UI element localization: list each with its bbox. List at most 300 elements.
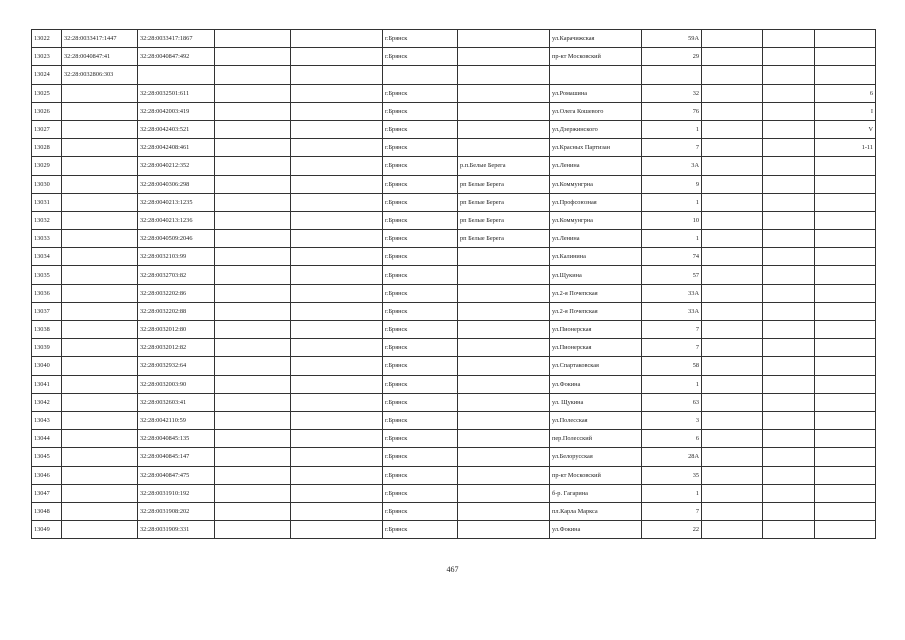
- empty-cell: [215, 466, 291, 484]
- cadastral-number-cell: [62, 502, 138, 520]
- empty-cell: [763, 502, 815, 520]
- empty-cell: [291, 521, 383, 539]
- cadastral-number-cell: 32:28:0033417:1447: [62, 30, 138, 48]
- empty-cell: [215, 211, 291, 229]
- row-number-cell: 13022: [32, 30, 62, 48]
- table-row: [32, 521, 876, 539]
- empty-cell: [763, 66, 815, 84]
- house-number-cell: 10: [642, 211, 702, 229]
- apartment-cell: [815, 66, 876, 84]
- empty-cell: [291, 139, 383, 157]
- empty-cell: [215, 411, 291, 429]
- cadastral-number-cell: [62, 120, 138, 138]
- cadastral-number-2-cell: 32:28:0032012:80: [138, 321, 215, 339]
- row-number-cell: 13041: [32, 375, 62, 393]
- city-cell: г.Брянск: [383, 120, 458, 138]
- cadastral-number-2-cell: 32:28:0032202:86: [138, 284, 215, 302]
- empty-cell: [291, 466, 383, 484]
- apartment-cell: [815, 230, 876, 248]
- empty-cell: [702, 430, 763, 448]
- empty-cell: [763, 521, 815, 539]
- locality-cell: [458, 375, 550, 393]
- row-number-cell: 13032: [32, 211, 62, 229]
- row-number-cell: 13044: [32, 430, 62, 448]
- cadastral-number-2-cell: 32:28:0042003:419: [138, 102, 215, 120]
- cadastral-number-2-cell: 32:28:0042110:59: [138, 411, 215, 429]
- locality-cell: [458, 84, 550, 102]
- table-row: [32, 430, 876, 448]
- empty-cell: [702, 302, 763, 320]
- empty-cell: [215, 102, 291, 120]
- empty-cell: [702, 66, 763, 84]
- empty-cell: [702, 284, 763, 302]
- table-row: [32, 321, 876, 339]
- apartment-cell: [815, 30, 876, 48]
- empty-cell: [215, 430, 291, 448]
- city-cell: г.Брянск: [383, 448, 458, 466]
- locality-cell: [458, 302, 550, 320]
- empty-cell: [763, 193, 815, 211]
- table-row: [32, 448, 876, 466]
- locality-cell: рп Белые Берега: [458, 175, 550, 193]
- house-number-cell: 1: [642, 120, 702, 138]
- city-cell: г.Брянск: [383, 393, 458, 411]
- house-number-cell: 1: [642, 193, 702, 211]
- cadastral-number-cell: [62, 157, 138, 175]
- apartment-cell: I: [815, 102, 876, 120]
- street-cell: ул.Белорусская: [550, 448, 642, 466]
- row-number-cell: 13042: [32, 393, 62, 411]
- cadastral-number-cell: 32:28:0040847:41: [62, 48, 138, 66]
- empty-cell: [702, 230, 763, 248]
- cadastral-number-2-cell: 32:28:0032012:82: [138, 339, 215, 357]
- empty-cell: [215, 521, 291, 539]
- empty-cell: [702, 84, 763, 102]
- empty-cell: [291, 175, 383, 193]
- table-row: [32, 66, 876, 84]
- street-cell: ул.Полесская: [550, 411, 642, 429]
- empty-cell: [291, 193, 383, 211]
- table-row: [32, 502, 876, 520]
- empty-cell: [215, 139, 291, 157]
- locality-cell: [458, 502, 550, 520]
- city-cell: г.Брянск: [383, 84, 458, 102]
- house-number-cell: 33А: [642, 302, 702, 320]
- cadastral-number-2-cell: 32:28:0040847:492: [138, 48, 215, 66]
- locality-cell: р.п.Белые Берега: [458, 157, 550, 175]
- locality-cell: рп Белые Берега: [458, 211, 550, 229]
- cadastral-number-cell: [62, 139, 138, 157]
- cadastral-number-cell: [62, 284, 138, 302]
- cadastral-number-2-cell: 32:28:0031909:331: [138, 521, 215, 539]
- empty-cell: [763, 375, 815, 393]
- locality-cell: [458, 30, 550, 48]
- empty-cell: [702, 411, 763, 429]
- house-number-cell: 33А: [642, 284, 702, 302]
- city-cell: г.Брянск: [383, 411, 458, 429]
- house-number-cell: 3: [642, 411, 702, 429]
- empty-cell: [763, 266, 815, 284]
- locality-cell: [458, 321, 550, 339]
- city-cell: г.Брянск: [383, 430, 458, 448]
- apartment-cell: [815, 175, 876, 193]
- city-cell: г.Брянск: [383, 157, 458, 175]
- table-row: [32, 284, 876, 302]
- table-row: [32, 30, 876, 48]
- table-row: [32, 411, 876, 429]
- empty-cell: [291, 430, 383, 448]
- locality-cell: [458, 448, 550, 466]
- empty-cell: [291, 302, 383, 320]
- empty-cell: [763, 448, 815, 466]
- city-cell: г.Брянск: [383, 175, 458, 193]
- row-number-cell: 13024: [32, 66, 62, 84]
- cadastral-number-cell: [62, 230, 138, 248]
- house-number-cell: 28А: [642, 448, 702, 466]
- empty-cell: [215, 248, 291, 266]
- cadastral-number-cell: [62, 211, 138, 229]
- empty-cell: [215, 230, 291, 248]
- street-cell: ул.Коммунгрна: [550, 211, 642, 229]
- empty-cell: [291, 357, 383, 375]
- cadastral-number-2-cell: 32:28:0032202:88: [138, 302, 215, 320]
- empty-cell: [763, 302, 815, 320]
- empty-cell: [702, 175, 763, 193]
- empty-cell: [702, 502, 763, 520]
- empty-cell: [291, 321, 383, 339]
- empty-cell: [215, 339, 291, 357]
- table-row: [32, 357, 876, 375]
- locality-cell: [458, 393, 550, 411]
- empty-cell: [763, 157, 815, 175]
- empty-cell: [702, 357, 763, 375]
- empty-cell: [291, 339, 383, 357]
- cadastral-number-cell: [62, 411, 138, 429]
- locality-cell: [458, 48, 550, 66]
- empty-cell: [291, 66, 383, 84]
- cadastral-number-2-cell: 32:28:0031910:192: [138, 484, 215, 502]
- locality-cell: [458, 466, 550, 484]
- locality-cell: [458, 120, 550, 138]
- page-number: 467: [446, 565, 459, 574]
- city-cell: г.Брянск: [383, 266, 458, 284]
- row-number-cell: 13031: [32, 193, 62, 211]
- empty-cell: [215, 120, 291, 138]
- cadastral-number-cell: [62, 393, 138, 411]
- empty-cell: [215, 193, 291, 211]
- empty-cell: [763, 30, 815, 48]
- locality-cell: [458, 430, 550, 448]
- apartment-cell: [815, 502, 876, 520]
- row-number-cell: 13033: [32, 230, 62, 248]
- empty-cell: [291, 375, 383, 393]
- empty-cell: [215, 357, 291, 375]
- table-row: [32, 175, 876, 193]
- cadastral-number-2-cell: 32:28:0040306:298: [138, 175, 215, 193]
- house-number-cell: 7: [642, 502, 702, 520]
- street-cell: ул.2-я Почепская: [550, 284, 642, 302]
- cadastral-number-cell: [62, 266, 138, 284]
- street-cell: ул.Красных Партизан: [550, 139, 642, 157]
- street-cell: ул.Фокина: [550, 375, 642, 393]
- city-cell: г.Брянск: [383, 321, 458, 339]
- house-number-cell: 32: [642, 84, 702, 102]
- empty-cell: [763, 357, 815, 375]
- table-row: [32, 48, 876, 66]
- empty-cell: [763, 393, 815, 411]
- cadastral-number-2-cell: 32:28:0040847:475: [138, 466, 215, 484]
- street-cell: ул.Щукина: [550, 266, 642, 284]
- street-cell: ул.Пионерская: [550, 339, 642, 357]
- apartment-cell: [815, 448, 876, 466]
- house-number-cell: 6: [642, 430, 702, 448]
- cadastral-number-2-cell: 32:28:0033417:1867: [138, 30, 215, 48]
- house-number-cell: 1: [642, 375, 702, 393]
- cadastral-number-2-cell: 32:28:0040213:1236: [138, 211, 215, 229]
- empty-cell: [702, 139, 763, 157]
- row-number-cell: 13049: [32, 521, 62, 539]
- street-cell: ул.Ленина: [550, 157, 642, 175]
- cadastral-number-2-cell: 32:28:0040212:352: [138, 157, 215, 175]
- table-row: [32, 339, 876, 357]
- house-number-cell: 63: [642, 393, 702, 411]
- house-number-cell: 7: [642, 339, 702, 357]
- apartment-cell: [815, 466, 876, 484]
- table-row: [32, 302, 876, 320]
- cadastral-number-2-cell: 32:28:0032703:82: [138, 266, 215, 284]
- empty-cell: [702, 157, 763, 175]
- apartment-cell: [815, 430, 876, 448]
- locality-cell: [458, 357, 550, 375]
- empty-cell: [702, 448, 763, 466]
- row-number-cell: 13040: [32, 357, 62, 375]
- empty-cell: [215, 502, 291, 520]
- house-number-cell: 7: [642, 321, 702, 339]
- table-row: [32, 484, 876, 502]
- table-row: [32, 248, 876, 266]
- empty-cell: [291, 30, 383, 48]
- empty-cell: [291, 157, 383, 175]
- row-number-cell: 13035: [32, 266, 62, 284]
- street-cell: ул.Пионерская: [550, 321, 642, 339]
- apartment-cell: [815, 484, 876, 502]
- empty-cell: [763, 139, 815, 157]
- cadastral-number-2-cell: 32:28:0032501:611: [138, 84, 215, 102]
- empty-cell: [702, 193, 763, 211]
- cadastral-number-cell: [62, 448, 138, 466]
- street-cell: б-р. Гагарина: [550, 484, 642, 502]
- empty-cell: [702, 248, 763, 266]
- row-number-cell: 13047: [32, 484, 62, 502]
- cadastral-number-cell: [62, 521, 138, 539]
- row-number-cell: 13038: [32, 321, 62, 339]
- row-number-cell: 13028: [32, 139, 62, 157]
- city-cell: г.Брянск: [383, 284, 458, 302]
- locality-cell: рп Белые Берега: [458, 230, 550, 248]
- empty-cell: [215, 375, 291, 393]
- empty-cell: [763, 339, 815, 357]
- cadastral-number-2-cell: [138, 66, 215, 84]
- apartment-cell: [815, 48, 876, 66]
- city-cell: г.Брянск: [383, 357, 458, 375]
- empty-cell: [763, 211, 815, 229]
- cadastral-number-2-cell: 32:28:0040213:1235: [138, 193, 215, 211]
- row-number-cell: 13025: [32, 84, 62, 102]
- cadastral-number-cell: [62, 484, 138, 502]
- empty-cell: [215, 48, 291, 66]
- empty-cell: [291, 248, 383, 266]
- empty-cell: [215, 393, 291, 411]
- row-number-cell: 13027: [32, 120, 62, 138]
- street-cell: пр-кт Московский: [550, 48, 642, 66]
- apartment-cell: [815, 357, 876, 375]
- locality-cell: [458, 484, 550, 502]
- cadastral-number-2-cell: 32:28:0040845:147: [138, 448, 215, 466]
- cadastral-number-cell: [62, 357, 138, 375]
- empty-cell: [763, 102, 815, 120]
- table-row: [32, 375, 876, 393]
- empty-cell: [702, 466, 763, 484]
- cadastral-number-cell: [62, 102, 138, 120]
- row-number-cell: 13023: [32, 48, 62, 66]
- cadastral-number-cell: [62, 321, 138, 339]
- house-number-cell: 58: [642, 357, 702, 375]
- empty-cell: [215, 284, 291, 302]
- apartment-cell: V: [815, 120, 876, 138]
- house-number-cell: 1: [642, 484, 702, 502]
- table-row: [32, 84, 876, 102]
- table-row: [32, 139, 876, 157]
- apartment-cell: [815, 157, 876, 175]
- empty-cell: [215, 448, 291, 466]
- street-cell: ул.Коммунгрна: [550, 175, 642, 193]
- house-number-cell: 9: [642, 175, 702, 193]
- empty-cell: [291, 284, 383, 302]
- empty-cell: [291, 411, 383, 429]
- city-cell: г.Брянск: [383, 248, 458, 266]
- city-cell: г.Брянск: [383, 211, 458, 229]
- cadastral-number-2-cell: 32:28:0032603:41: [138, 393, 215, 411]
- locality-cell: [458, 266, 550, 284]
- city-cell: г.Брянск: [383, 339, 458, 357]
- empty-cell: [763, 120, 815, 138]
- empty-cell: [763, 175, 815, 193]
- table-row: [32, 266, 876, 284]
- apartment-cell: [815, 302, 876, 320]
- locality-cell: [458, 521, 550, 539]
- empty-cell: [763, 430, 815, 448]
- row-number-cell: 13030: [32, 175, 62, 193]
- city-cell: г.Брянск: [383, 48, 458, 66]
- street-cell: ул.Дзержинского: [550, 120, 642, 138]
- house-number-cell: 59А: [642, 30, 702, 48]
- empty-cell: [702, 30, 763, 48]
- cadastral-number-cell: [62, 339, 138, 357]
- cadastral-number-2-cell: 32:28:0040509:2046: [138, 230, 215, 248]
- empty-cell: [291, 211, 383, 229]
- apartment-cell: [815, 193, 876, 211]
- empty-cell: [215, 266, 291, 284]
- row-number-cell: 13045: [32, 448, 62, 466]
- empty-cell: [702, 48, 763, 66]
- street-cell: ул.Спартаковская: [550, 357, 642, 375]
- empty-cell: [763, 230, 815, 248]
- row-number-cell: 13046: [32, 466, 62, 484]
- empty-cell: [702, 375, 763, 393]
- empty-cell: [291, 484, 383, 502]
- empty-cell: [291, 393, 383, 411]
- empty-cell: [215, 321, 291, 339]
- empty-cell: [215, 484, 291, 502]
- locality-cell: рп Белые Берега: [458, 193, 550, 211]
- street-cell: [550, 66, 642, 84]
- empty-cell: [291, 102, 383, 120]
- cadastral-number-2-cell: 32:28:0040845:135: [138, 430, 215, 448]
- house-number-cell: [642, 66, 702, 84]
- empty-cell: [215, 84, 291, 102]
- city-cell: г.Брянск: [383, 193, 458, 211]
- row-number-cell: 13029: [32, 157, 62, 175]
- empty-cell: [763, 84, 815, 102]
- apartment-cell: 1-11: [815, 139, 876, 157]
- city-cell: г.Брянск: [383, 466, 458, 484]
- street-cell: ул.Профсоюзная: [550, 193, 642, 211]
- cadastral-number-2-cell: 32:28:0042403:521: [138, 120, 215, 138]
- empty-cell: [763, 411, 815, 429]
- apartment-cell: [815, 248, 876, 266]
- cadastral-number-cell: [62, 248, 138, 266]
- empty-cell: [215, 157, 291, 175]
- row-number-cell: 13036: [32, 284, 62, 302]
- empty-cell: [702, 521, 763, 539]
- locality-cell: [458, 102, 550, 120]
- cadastral-number-cell: [62, 175, 138, 193]
- apartment-cell: [815, 393, 876, 411]
- table-row: [32, 102, 876, 120]
- empty-cell: [763, 248, 815, 266]
- street-cell: пл.Карла Маркса: [550, 502, 642, 520]
- cadastral-number-cell: [62, 466, 138, 484]
- apartment-cell: [815, 375, 876, 393]
- locality-cell: [458, 339, 550, 357]
- empty-cell: [291, 266, 383, 284]
- house-number-cell: 22: [642, 521, 702, 539]
- cadastral-number-cell: [62, 84, 138, 102]
- city-cell: г.Брянск: [383, 375, 458, 393]
- empty-cell: [215, 302, 291, 320]
- empty-cell: [702, 102, 763, 120]
- cadastral-number-2-cell: 32:28:0032932:64: [138, 357, 215, 375]
- empty-cell: [763, 466, 815, 484]
- locality-cell: [458, 411, 550, 429]
- apartment-cell: 6: [815, 84, 876, 102]
- empty-cell: [291, 48, 383, 66]
- city-cell: [383, 66, 458, 84]
- street-cell: пр-кт Московский: [550, 466, 642, 484]
- empty-cell: [702, 120, 763, 138]
- empty-cell: [763, 48, 815, 66]
- house-number-cell: 1: [642, 230, 702, 248]
- empty-cell: [702, 321, 763, 339]
- registry-table: [31, 29, 876, 539]
- table-row: [32, 193, 876, 211]
- table-row: [32, 211, 876, 229]
- street-cell: ул.Ленина: [550, 230, 642, 248]
- empty-cell: [291, 448, 383, 466]
- row-number-cell: 13043: [32, 411, 62, 429]
- row-number-cell: 13026: [32, 102, 62, 120]
- apartment-cell: [815, 411, 876, 429]
